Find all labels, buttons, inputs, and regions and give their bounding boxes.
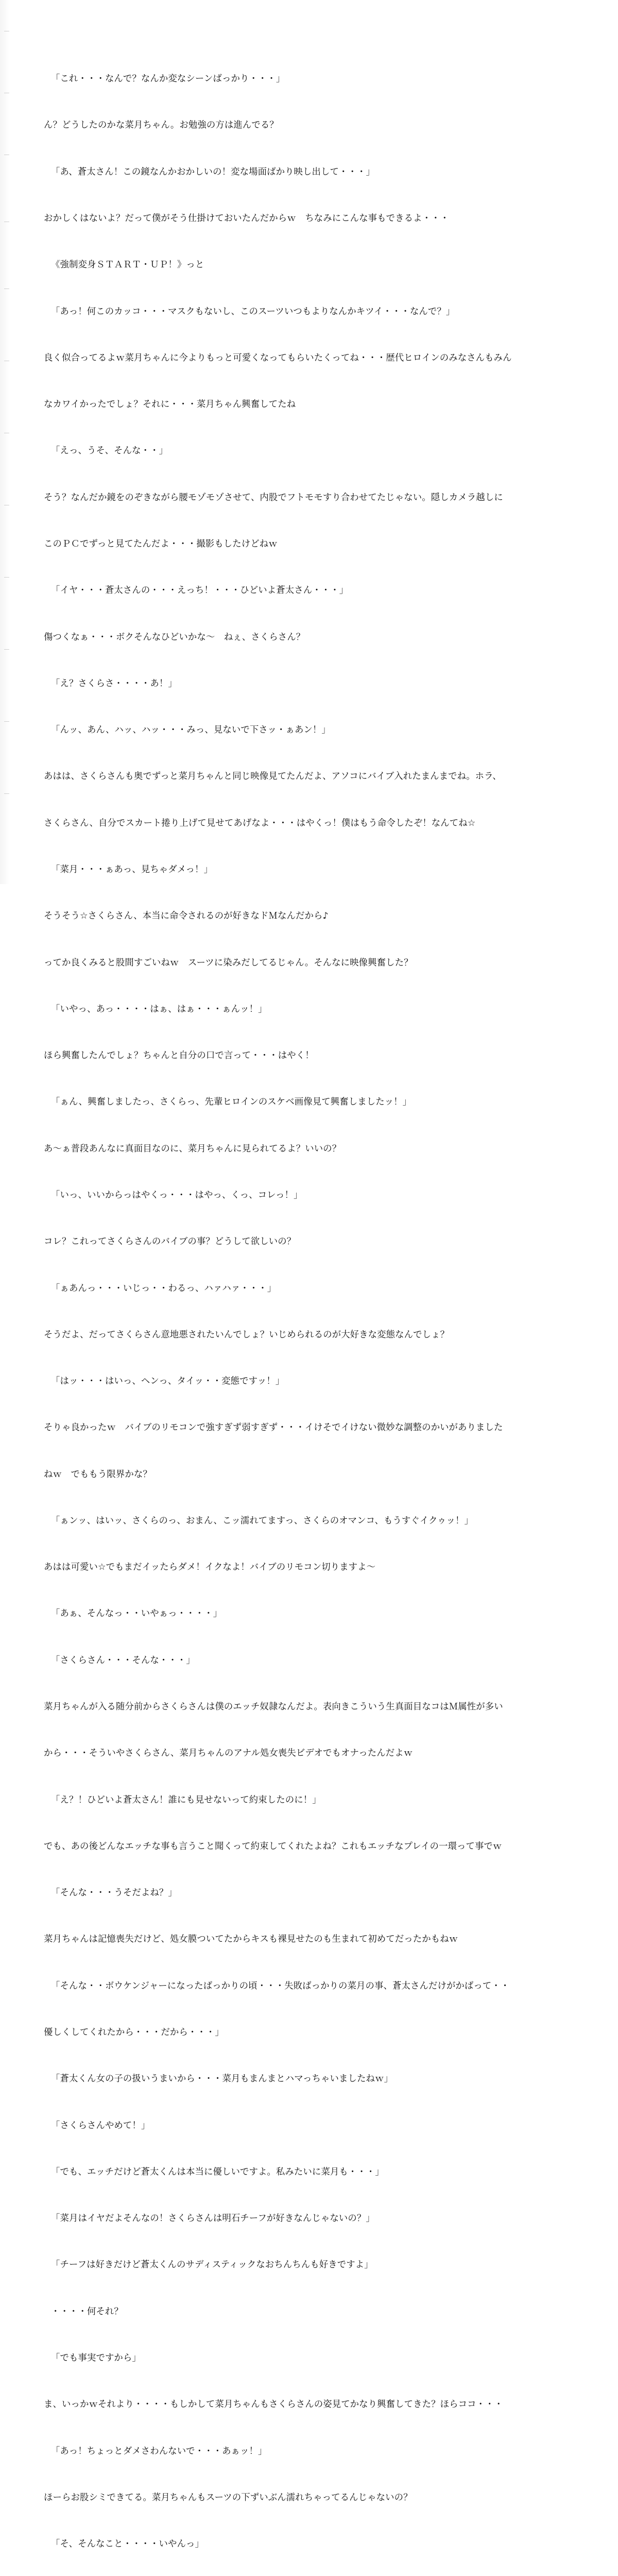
text-line: 優しくしてくれたから・・・だから・・・」 — [44, 2027, 224, 2038]
text-line: 「さくらさんやめて！」 — [51, 2120, 150, 2131]
text-line: から・・・そういやさくらさん、菜月ちゃんのアナル処女喪失ビデオでもオナったんだよｗ — [44, 1748, 413, 1759]
text-line: あはは、さくらさんも奥でずっと菜月ちゃんと同じ映像見てたんだよ、アソコにバイブ入れたまんまでね。ホラ、 — [44, 771, 502, 782]
text-line: ん？どうしたのかな菜月ちゃん。お勉強の方は進んでる？ — [44, 120, 279, 131]
text-line: 「でも事実ですから」 — [51, 2352, 141, 2363]
text-line: おかしくはないよ？だって僕がそう仕掛けておいたんだからｗ ちなみにこんな事もできるよ・・・ — [44, 213, 450, 224]
text-line: ってか良くみると股間すごいねｗ スーツに染みだしてるじゃん。そんなに映像興奮した？ — [44, 957, 413, 968]
text-line: ・・・・何それ？ — [51, 2306, 123, 2317]
text-line: なカワイかったでしょ？それに・・・菜月ちゃん興奮してたね — [44, 399, 296, 410]
text-line: コレ？これってさくらさんのバイブの事？どうして欲しいの？ — [44, 1236, 296, 1247]
page-gutter-shadow — [0, 0, 13, 884]
text-line: 「菜月・・・ぁあっ、見ちゃダメっ！」 — [51, 864, 213, 875]
text-line: ま、いっかｗそれより・・・・もしかして菜月ちゃんもさくらさんの姿見てかなり興奮してきた？ほらココ・・・ — [44, 2399, 504, 2410]
text-line: 「んッ、あん、ハッ、ハッ・・・みっ、見ないで下さッ・ぁあン！」 — [51, 725, 331, 736]
text-line: そう？なんだか鏡をのぞきながら腰モゾモゾさせて、内股でフトモモすり合わせてたじゃない。隠しカメラ越しに — [44, 492, 503, 503]
text-line: 「はッ・・・はいっ、ヘンっ、タイッ・・変態ですッ！」 — [51, 1376, 285, 1387]
text-line: 「あっ！ちょっとダメさわんないで・・・あぁッ！」 — [51, 2446, 267, 2456]
text-line: 「あ、蒼太さん！この鏡なんかおかしいの！変な場面ばかり映し出して・・・」 — [51, 166, 375, 177]
text-line: 《強制変身ＳＴＡＲＴ・ＵＰ！》っと — [51, 260, 204, 270]
text-line: 「菜月はイヤだよそんなの！さくらさんは明石チーフが好きなんじゃないの？」 — [51, 2213, 375, 2224]
text-line: さくらさん、自分でスカート捲り上げて見せてあげなよ・・・はやくっ！僕はもう命令したぞ！なんてね☆ — [44, 818, 476, 828]
text-line: 「いっ、いいからっはやくっ・・・はやっ、くっ、コレっ！」 — [51, 1190, 303, 1200]
text-line: 「さくらさん・・・そんな・・・」 — [51, 1655, 195, 1666]
text-line: 「え？！ひどいよ蒼太さん！誰にも見せないって約束したのに！」 — [51, 1794, 321, 1805]
text-line: そりゃ良かったｗ バイブのリモコンで強すぎず弱すぎず・・・イけそでイけない微妙な調整のかいがありました — [44, 1422, 503, 1433]
text-line: 菜月ちゃんが入る随分前からさくらさんは僕のエッチ奴隷なんだよ。表向きこういう生真面目なコはＭ属性が多い — [44, 1702, 503, 1713]
text-line: そうだよ、だってさくらさん意地悪されたいんでしょ？いじめられるのが大好きな変態なんでしょ？ — [44, 1329, 450, 1340]
text-line: でも、あの後どんなエッチな事も言うこと聞くって約束してくれたよね？これもエッチなプレイの一環って事でｗ — [44, 1841, 502, 1852]
text-line: 「えっ、うそ、そんな・・」 — [51, 446, 168, 456]
text-line: 「ぁンッ、はいッ、さくらのっ、おまん、こッ濡れてますっ、さくらのオマンコ、もうすぐイクゥッ！」 — [51, 1515, 473, 1526]
text-line: 「チーフは好きだけど蒼太くんのサディスティックなおちんちんも好きですよ」 — [51, 2260, 373, 2270]
text-line: あはは可愛い☆でもまだイッたらダメ！イクなよ！バイブのリモコン切りますよ〜 — [44, 1562, 376, 1573]
text-line: 「そんな・・ボウケンジャーになったばっかりの頃・・・失敗ばっかりの菜月の事、蒼太さんだけがかばって・・ — [51, 1980, 510, 1991]
text-line: 傷つくなぁ・・・ボクそんなひどいかな〜 ねぇ、さくらさん？ — [44, 632, 305, 642]
story-text-block — [44, 40, 564, 2576]
text-line: ほーらお股シミできてる。菜月ちゃんもスーツの下ずいぶん濡れちゃってるんじゃないの？ — [44, 2492, 413, 2503]
text-line: 「ぁあんっ・・・いじっ・・わるっ、ハァハァ・・・」 — [51, 1283, 277, 1294]
text-line: 「え？さくらさ・・・・あ！」 — [51, 678, 177, 689]
text-line: このＰＣでずっと見てたんだよ・・・撮影もしたけどねｗ — [44, 539, 278, 549]
text-line: 「ぁん、興奮しましたっ、さくらっ、先輩ヒロインのスケベ画像見て興奮しましたッ！」 — [51, 1097, 412, 1108]
text-line: 「蒼太くん女の子の扱いうまいから・・・菜月もまんまとハマっちゃいましたねｗ」 — [51, 2074, 393, 2084]
text-line: 「これ・・・なんで？なんか変なシーンばっかり・・・」 — [51, 74, 285, 84]
text-line: 「そんな・・・うそだよね？」 — [51, 1888, 177, 1899]
text-line: 「でも、エッチだけど蒼太くんは本当に優しいですよ。私みたいに菜月も・・・」 — [51, 2166, 384, 2177]
text-line: 「そ、そんなこと・・・・いやんっ」 — [51, 2539, 204, 2550]
text-line: あ〜ぁ普段あんなに真面目なのに、菜月ちゃんに見られてるよ？いいの？ — [44, 1143, 341, 1154]
text-line: 「あっ！何このカッコ・・・マスクもないし、このスーツいつもよりなんかキツイ・・・なんで？」 — [51, 306, 455, 317]
text-line: 「イヤ・・・蒼太さんの・・・えっち！・・・ひどいよ蒼太さん・・・」 — [51, 585, 349, 596]
text-line: ねｗ でももう限界かな？ — [44, 1469, 152, 1480]
text-line: 「いやっ、あっ・・・・はぁ、はぁ・・・ぁんッ！」 — [51, 1004, 267, 1014]
text-line: 「あぁ、そんなっ・・いやぁっ・・・・」 — [51, 1608, 222, 1619]
text-line: ほら興奮したんでしょ？ちゃんと自分の口で言って・・・はやく！ — [44, 1050, 314, 1061]
text-line: 良く似合ってるよｗ菜月ちゃんに今よりもっと可愛くなってもらいたくってね・・・歴代ヒロインのみなさんもみん — [44, 352, 512, 363]
text-line: そうそう☆さくらさん、本当に命令されるのが好きなドＭなんだから♪ — [44, 911, 329, 922]
text-line: 菜月ちゃんは記憶喪失だけど、処女膜ついてたからキスも裸見せたのも生まれて初めてだったかもねｗ — [44, 1934, 458, 1945]
